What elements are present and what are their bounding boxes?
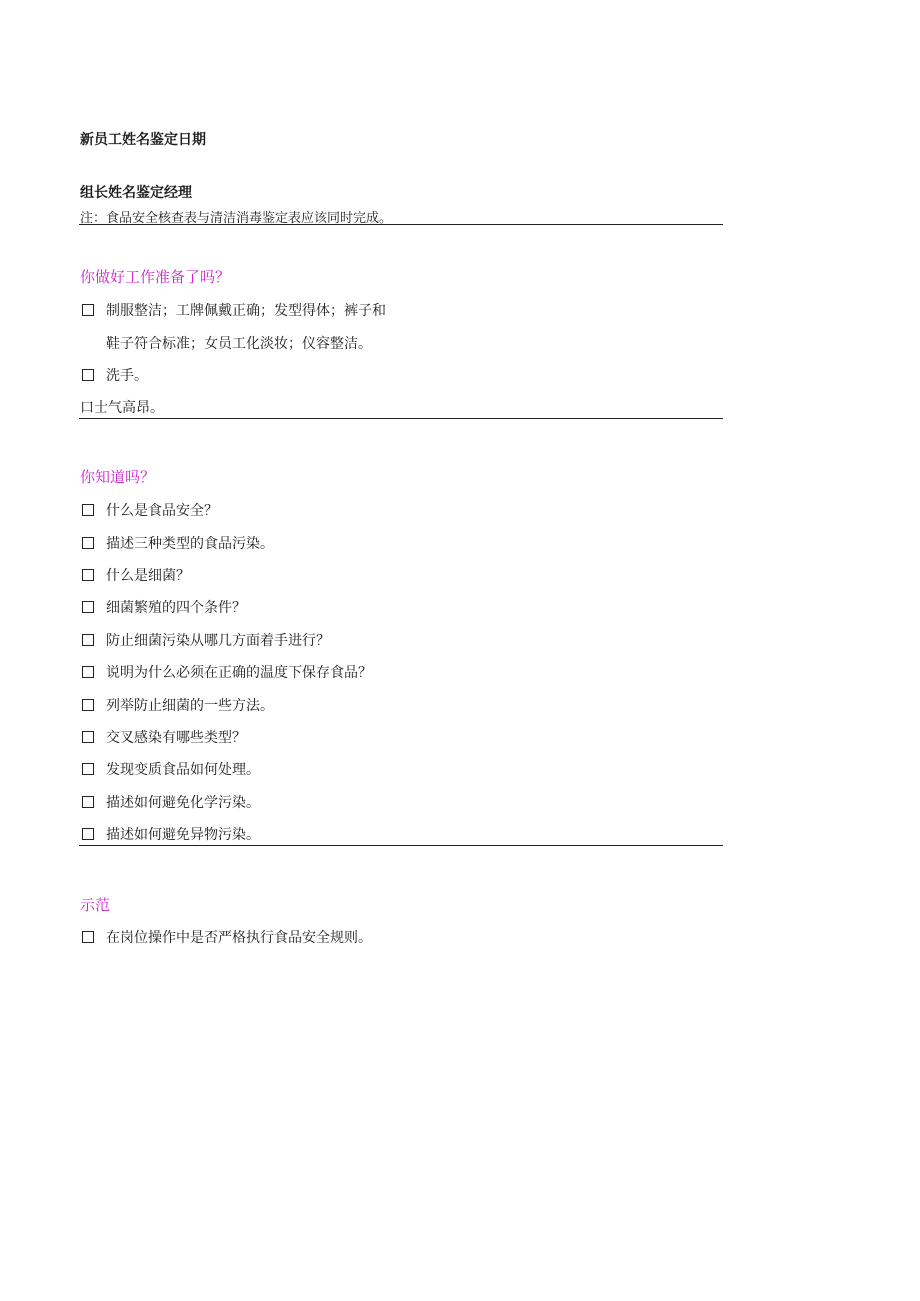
divider-1 (79, 224, 723, 225)
list-item-morale (80, 399, 164, 417)
checkbox-icon[interactable] (82, 763, 94, 775)
list-item (82, 664, 372, 682)
checkbox-icon[interactable] (82, 304, 94, 316)
item-text: 防止细菌污染从哪几方面着手进行？ (106, 633, 330, 649)
checkbox-icon[interactable] (82, 666, 94, 678)
list-item-continuation (106, 335, 372, 353)
list-item (82, 599, 246, 617)
item-text: 在岗位操作中是否严格执行食品安全规则。 (106, 930, 372, 946)
list-item (82, 535, 274, 553)
item-text: 列举防止细菌的一些方法。 (106, 698, 274, 714)
checkbox-icon[interactable] (82, 569, 94, 581)
list-item (82, 697, 274, 715)
list-item (82, 826, 260, 844)
item-text: 描述三种类型的食品污染。 (106, 536, 274, 552)
section-title-demonstration: 示范 (80, 896, 111, 914)
item-text: 说明为什么必须在正确的温度下保存食品？ (106, 665, 372, 681)
checkbox-icon[interactable] (82, 504, 94, 516)
checkbox-icon[interactable] (82, 601, 94, 613)
item-text: 什么是细菌？ (106, 568, 190, 584)
section-title-preparation: 你做好工作准备了吗？ (80, 268, 231, 286)
list-item (82, 761, 260, 779)
checkbox-icon[interactable] (82, 537, 94, 549)
item-text: 什么是食品安全？ (106, 503, 218, 519)
header-team-leader-line: 组长姓名鉴定经理 (80, 185, 192, 201)
checkbox-icon[interactable] (82, 931, 94, 943)
checkbox-icon[interactable] (82, 828, 94, 840)
item-text: 鞋子符合标准；女员工化淡妆；仪容整洁。 (106, 336, 372, 352)
checkbox-icon[interactable] (82, 731, 94, 743)
list-item (82, 632, 330, 650)
list-item-wash-hands (82, 367, 148, 385)
list-item (82, 502, 218, 520)
item-text: 交叉感染有哪些类型？ (106, 730, 246, 746)
divider-3 (79, 845, 723, 846)
checkbox-icon[interactable] (82, 796, 94, 808)
list-item (82, 729, 246, 747)
list-item (82, 929, 372, 947)
item-text: 洗手。 (106, 368, 148, 384)
divider-2 (79, 418, 723, 419)
checkbox-icon[interactable] (82, 699, 94, 711)
item-text: 口士气高昂。 (80, 400, 164, 416)
list-item-uniform (82, 302, 386, 320)
section-title-knowledge: 你知道吗？ (80, 468, 156, 486)
checkbox-icon[interactable] (82, 634, 94, 646)
item-text: 制服整洁；工牌佩戴正确；发型得体；裤子和 (106, 303, 386, 319)
header-note: 注：食品安全核查表与清洁消毒鉴定表应该同时完成。 (80, 211, 393, 226)
item-text: 描述如何避免化学污染。 (106, 795, 260, 811)
checkbox-icon[interactable] (82, 369, 94, 381)
item-text: 细菌繁殖的四个条件？ (106, 600, 246, 616)
header-new-employee-line: 新员工姓名鉴定日期 (80, 132, 206, 148)
item-text: 发现变质食品如何处理。 (106, 762, 260, 778)
list-item (82, 567, 190, 585)
item-text: 描述如何避免异物污染。 (106, 827, 260, 843)
list-item (82, 794, 260, 812)
